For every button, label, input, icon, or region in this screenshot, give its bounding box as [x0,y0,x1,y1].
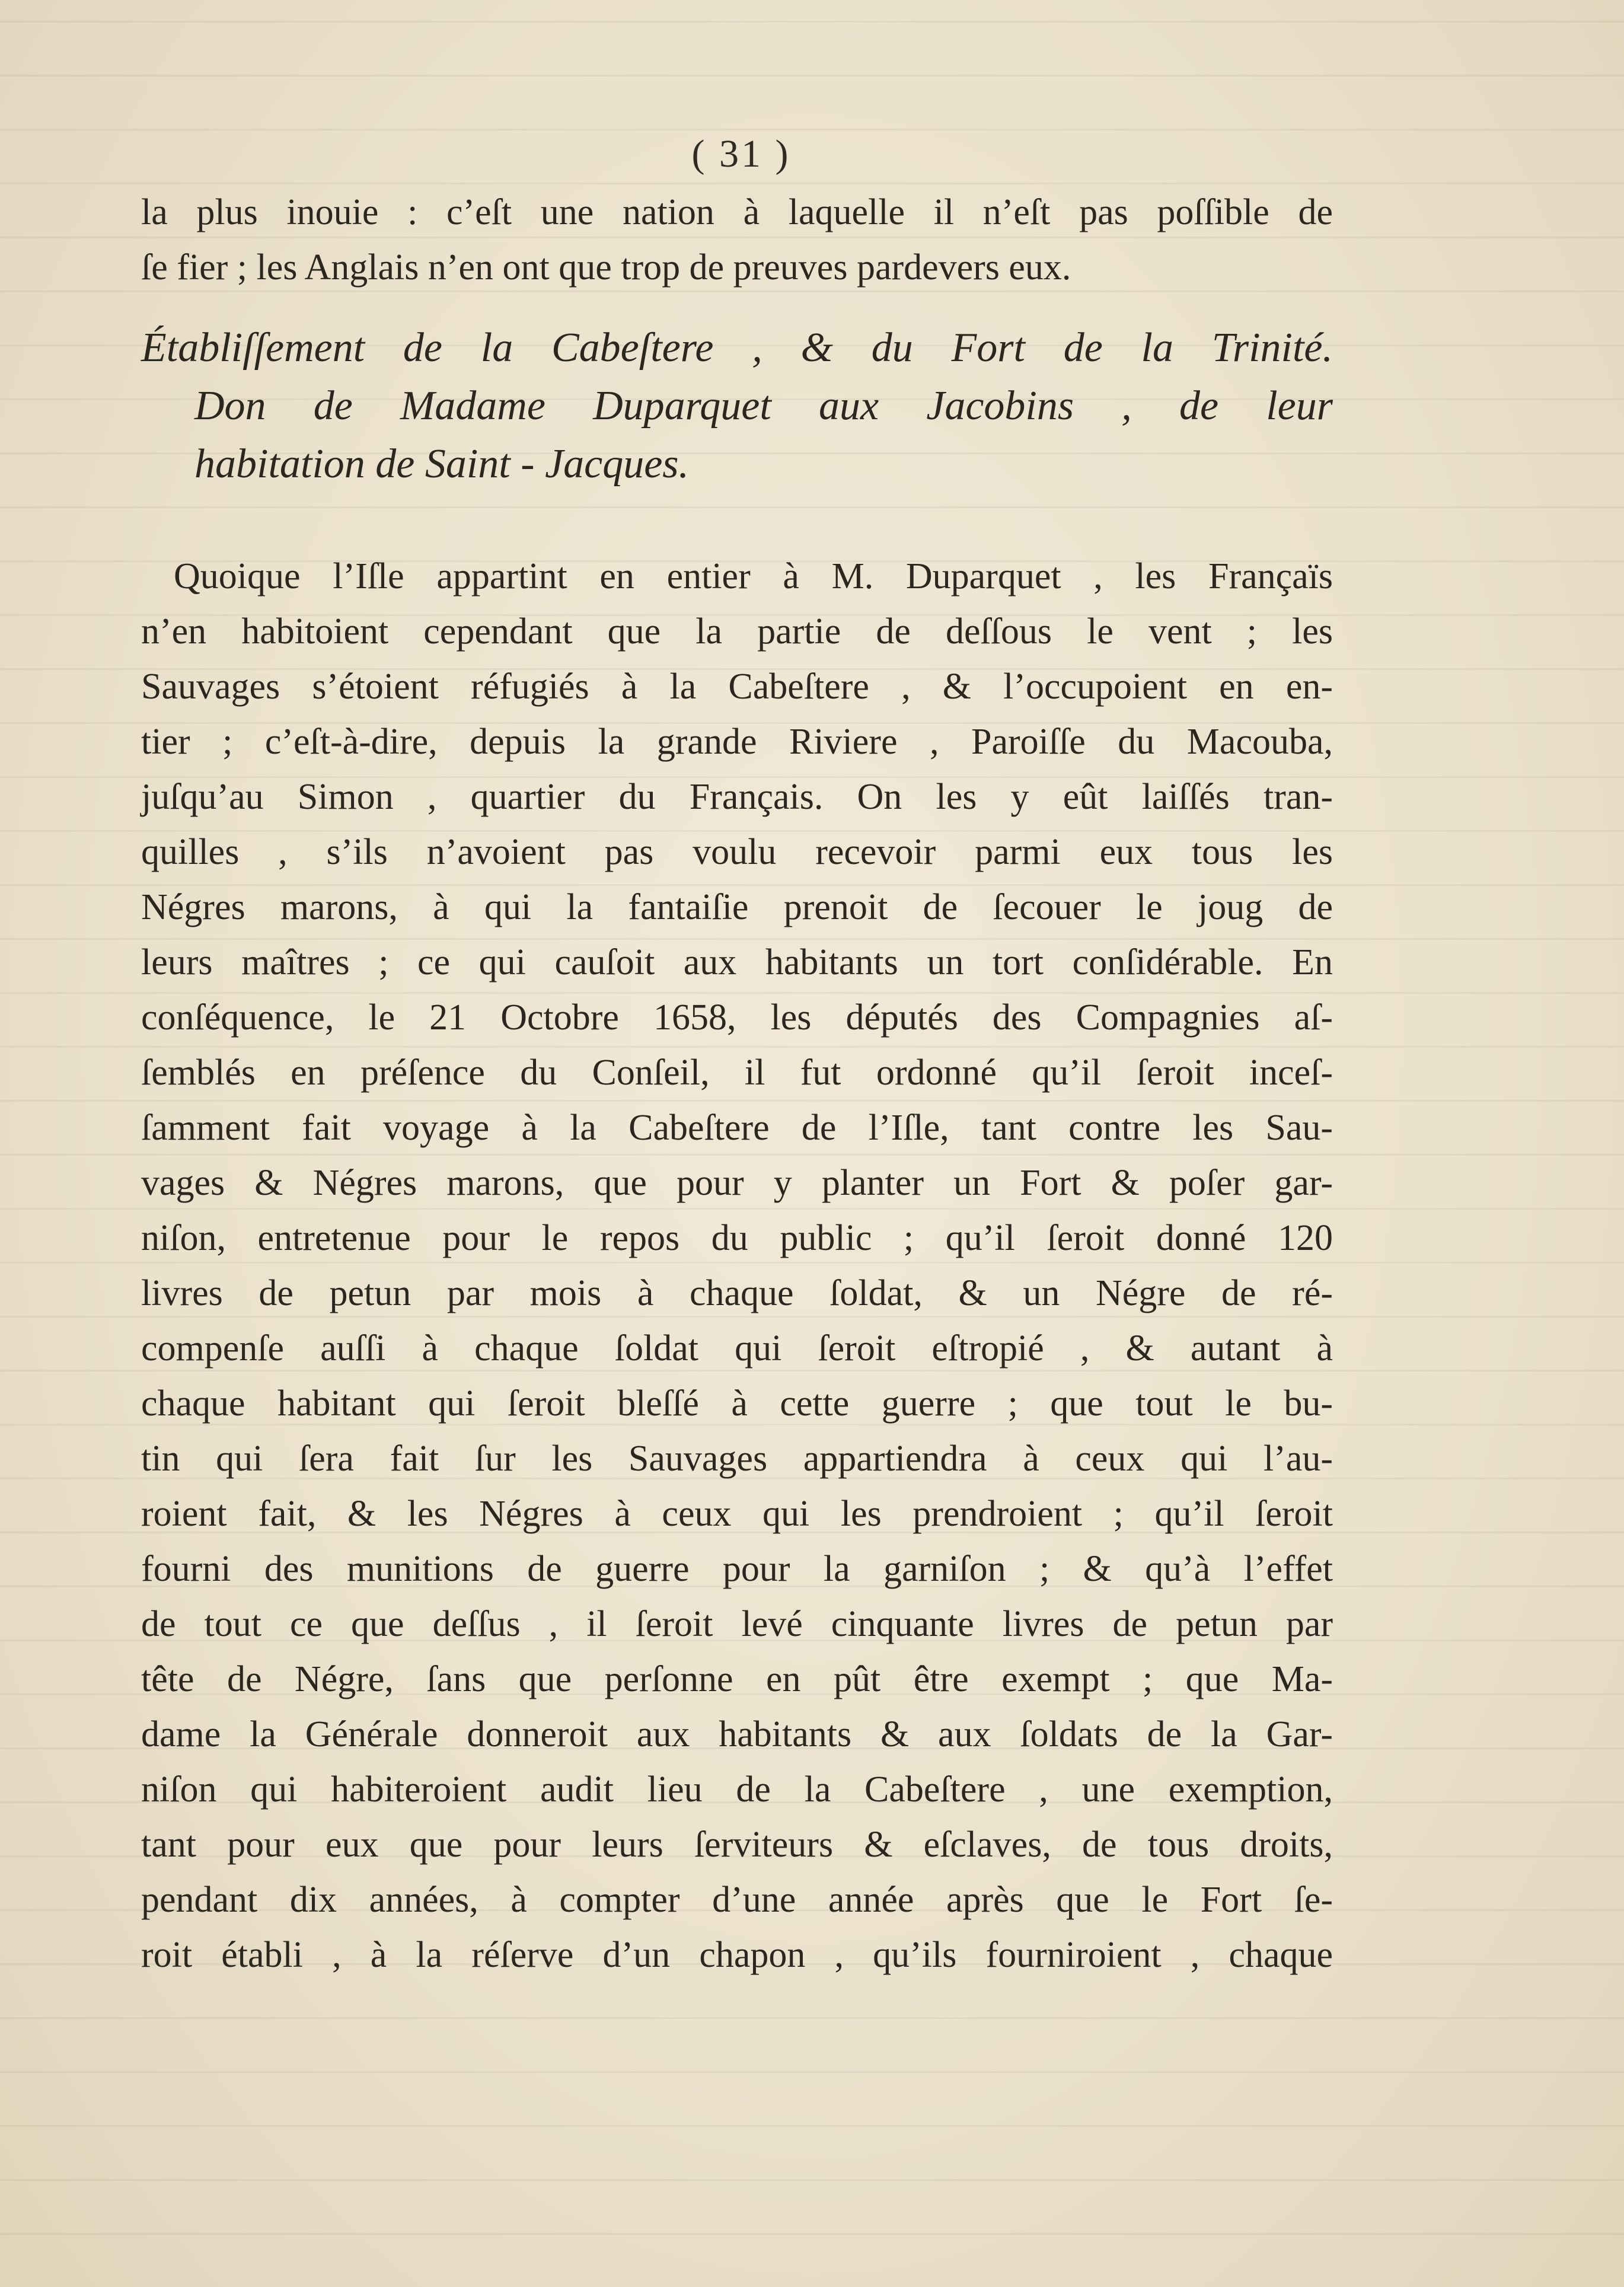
paragraph-line: livres de petun par mois à chaque ſoldat, & un Négre de ré- [141,1273,1333,1313]
paragraph-line: niſon qui habiteroient audit lieu de la Cabeſtere , une exemption, [141,1769,1333,1810]
paragraph-line: Sauvages s’étoient réfugiés à la Cabeſtere , & l’occupoient en en- [141,666,1333,707]
paragraph-line: fourni des munitions de guerre pour la garniſon ; & qu’à l’effet [141,1549,1333,1589]
paragraph-line: quilles , s’ils n’avoient pas voulu recevoir parmi eux tous les [141,832,1333,872]
paragraph-line: niſon, entretenue pour le repos du public ; qu’il ſeroit donné 120 [141,1218,1333,1258]
paragraph-line: de tout ce que deſſus , il ſeroit levé cinquante livres de petun par [141,1604,1333,1644]
text-block [141,185,1333,1983]
paragraph-line: Négres marons, à qui la fantaiſie prenoit de ſecouer le joug de [141,887,1333,927]
text-line: ſe fier ; les Anglais n’en ont que trop de preuves pardevers eux. [141,247,1071,288]
paragraph-line: n’en habitoient cependant que la partie de deſſous le vent ; les [141,611,1333,652]
section-heading: habitation de Saint - Jacques. [194,441,690,487]
paragraph-line: leurs maîtres ; ce qui cauſoit aux habitants un tort conſidérable. En [141,942,1333,983]
section-heading: Don de Madame Duparquet aux Jacobins , de leur [194,383,1333,429]
paragraph-line: ſamment fait voyage à la Cabeſtere de l’Iſle, tant contre les Sau- [141,1108,1333,1148]
paragraph-line: conſéquence, le 21 Octobre 1658, les députés des Compagnies aſ- [141,997,1333,1038]
section-heading: Établiſſement de la Cabeſtere , & du Fort de la Trinité. [141,325,1333,371]
paragraph-line: juſqu’au Simon , quartier du Français. On les y eût laiſſés tran- [141,777,1333,817]
paragraph-line: tête de Négre, ſans que perſonne en pût être exempt ; que Ma- [141,1659,1333,1699]
paragraph-line: roit établi , à la réſerve d’un chapon , qu’ils fourniroient , chaque [141,1935,1333,1975]
paragraph-line: Quoique l’Iſle appartint en entier à M. Duparquet , les Françaïs [174,556,1333,597]
text-line: la plus inouie : c’eſt une nation à laquelle il n’eſt pas poſſible de [141,192,1333,232]
paragraph-line: roient fait, & les Négres à ceux qui les prendroient ; qu’il ſeroit [141,1494,1333,1534]
paragraph-line: pendant dix années, à compter d’une année après que le Fort ſe- [141,1880,1333,1920]
paragraph-line: chaque habitant qui ſeroit bleſſé à cette guerre ; que tout le bu- [141,1383,1333,1424]
spacer [141,493,1333,549]
paragraph-line: dame la Générale donneroit aux habitants & aux ſoldats de la Gar- [141,1714,1333,1755]
spacer [141,295,1333,319]
paragraph-line: tant pour eux que pour leurs ſerviteurs & eſclaves, de tous droits, [141,1825,1333,1865]
page-number: ( 31 ) [691,132,791,176]
paragraph-line: vages & Négres marons, que pour y planter un Fort & poſer gar- [141,1163,1333,1203]
paragraph-line: tin qui ſera fait ſur les Sauvages appartiendra à ceux qui l’au- [141,1438,1333,1479]
paragraph-line: tier ; c’eſt-à-dire, depuis la grande Riviere , Paroiſſe du Macouba, [141,722,1333,762]
paragraph-line: compenſe auſſi à chaque ſoldat qui ſeroit eſtropié , & autant à [141,1328,1333,1369]
paragraph-line: ſemblés en préſence du Conſeil, il fut ordonné qu’il ſeroit inceſ- [141,1052,1333,1093]
